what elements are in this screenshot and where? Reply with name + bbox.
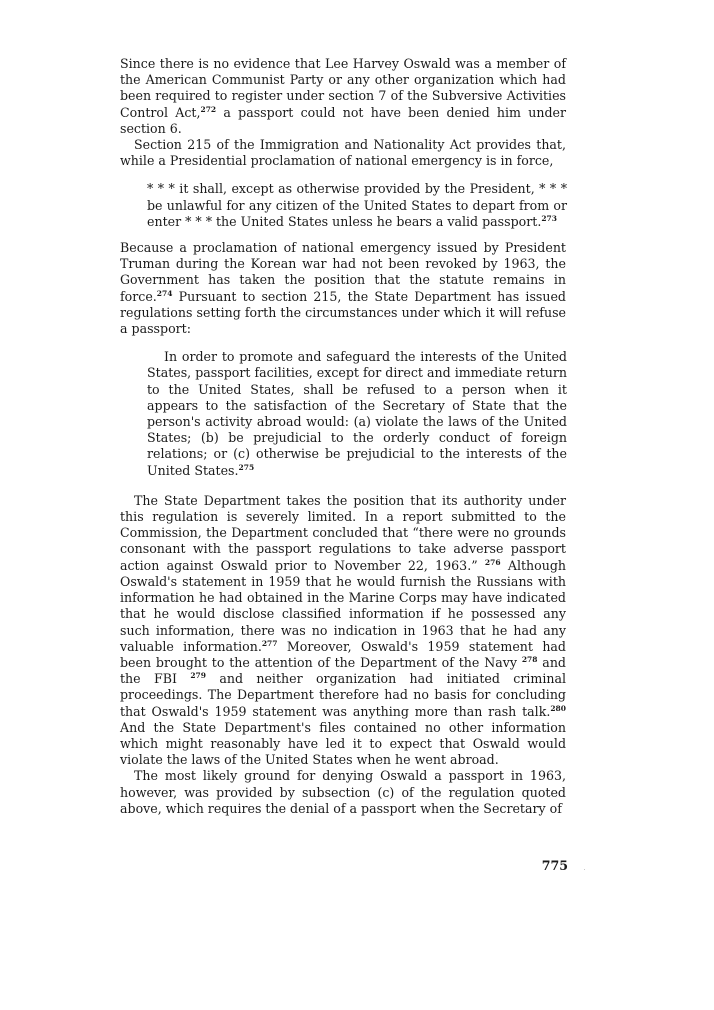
footnote-marker: 276 — [484, 557, 501, 567]
text-run: Section 215 of the Immigration and Nationality Act provides that, while a Presidential proclamation of national emergency is in force, — [120, 137, 566, 169]
footnote-marker: 280 — [550, 703, 566, 713]
text-run: And the State Department's files contained no other information which might reasonably have led it to expect that Oswald would violate the laws of the United States when he went abroad. — [120, 719, 566, 768]
paragraph-p1 — [120, 56, 566, 137]
text-run: Because a proclamation of national emergency issued by President Truman during the Korean war had not been revoked by 1963, the Government has taken the position that the statute remains in force. — [120, 240, 566, 304]
text-run: Although Oswald's statement in 1959 that he would furnish the Russians with information he had obtained in the Marine Corps may have indicated that he would disclose classified information if he possessed any such information, there was no indication in 1963 that he had any valuable information. — [120, 557, 567, 654]
paragraph-p4 — [120, 493, 566, 768]
footnote-marker: 275 — [238, 462, 255, 472]
block-quote-statute — [147, 181, 567, 230]
footnote-marker: 277 — [261, 638, 278, 648]
footnote-marker: 274 — [156, 288, 173, 298]
paragraph-p2 — [120, 137, 566, 169]
footnote-marker: 273 — [541, 213, 557, 223]
text-run: Since there is no evidence that Lee Harvey Oswald was a member of the American Communist Party or any other organization which had been required to register under section 7 of the Subversive Activities Control Act, — [120, 56, 566, 120]
text-run: Pursuant to section 215, the State Department has issued regulations setting forth the circumstances under which it will refuse a passport: — [120, 288, 566, 337]
text-run: and neither organization had initiated criminal proceedings. The Department therefore had no basis for concluding that Oswald's 1959 statement was anything more than rash talk. — [120, 671, 566, 719]
footnote-marker: 278 — [521, 654, 538, 664]
paragraph-p5 — [120, 768, 566, 817]
footnote-marker: 279 — [190, 671, 206, 681]
text-run: * * * it shall, except as otherwise provided by the President, * * * be unlawful for any citizen of the United States to depart from or enter * * * the United States unless he bears a valid passport. — [147, 181, 567, 229]
scan-speck — [584, 869, 585, 870]
footnote-marker: 272 — [200, 104, 217, 114]
text-run: The most likely ground for denying Oswald a passport in 1963, however, was provided by subsection (c) of the regulation quoted above, which requires the denial of a passport when the Secretary of — [120, 768, 566, 816]
text-run: and the FBI — [120, 654, 566, 687]
page-number: 775 — [541, 858, 568, 873]
text-run: The State Department takes the position that its authority under this regulation is severely limited. In a report submitted to the Commission, the Department concluded that “there were no grounds consonant with the passport regulations to take adverse passport action against Oswald prior to November 22, 1963.” — [120, 492, 566, 573]
text-run: a passport could not have been denied him under section 6. — [120, 104, 566, 136]
document-page — [120, 56, 566, 817]
text-run: Moreover, Oswald's 1959 statement had been brought to the attention of the Department of the Navy — [120, 638, 566, 670]
block-quote-regulation — [147, 349, 567, 479]
text-run: In order to promote and safeguard the interests of the United States, passport facilities, except for direct and immediate return to the United States, shall be refused to a person when it appears to the satisfaction of the Secretary of State that the person's activity abroad would: (a) violate the laws of the United States; (b) be prejudicial to the orderly conduct of foreign relations; or (c) otherwise be prejudicial to the interests of the United States. — [147, 349, 567, 478]
paragraph-p3 — [120, 240, 566, 337]
